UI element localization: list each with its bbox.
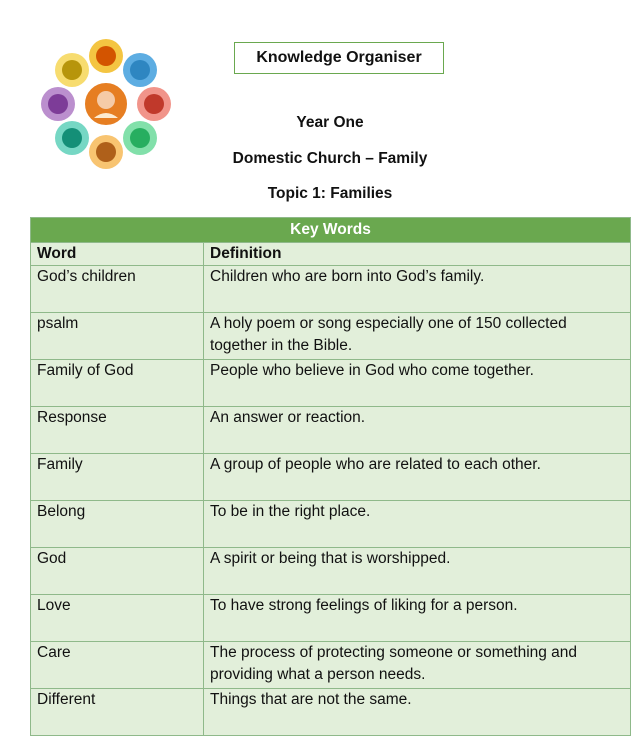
- word-cell: Love: [31, 595, 204, 642]
- definition-cell: To have strong feelings of liking for a person.: [204, 595, 631, 642]
- table-row: [31, 689, 631, 736]
- table-header-row: [31, 243, 631, 266]
- table-row: [31, 266, 631, 313]
- definition-cell: A holy poem or song especially one of 150 collected together in the Bible.: [204, 313, 631, 360]
- word-cell: God: [31, 548, 204, 595]
- topic-heading: Topic 1: Families: [267, 185, 393, 202]
- table-row: [31, 360, 631, 407]
- word-column-header: Word: [31, 243, 204, 266]
- word-cell: Family: [31, 454, 204, 501]
- definition-cell: The process of protecting someone or something and providing what a person needs.: [204, 642, 631, 689]
- definition-cell: People who believe in God who come together.: [204, 360, 631, 407]
- definition-column-header: Definition: [204, 243, 631, 266]
- table-row: [31, 454, 631, 501]
- definition-cell: An answer or reaction.: [204, 407, 631, 454]
- definition-cell: To be in the right place.: [204, 501, 631, 548]
- knowledge-organiser-title: Knowledge Organiser: [234, 42, 444, 74]
- table-title-row: [31, 218, 631, 243]
- table-row: [31, 407, 631, 454]
- year-heading: Year One: [296, 114, 364, 131]
- word-cell: God’s children: [31, 266, 204, 313]
- table-row: [31, 501, 631, 548]
- flower-logo-icon: [40, 38, 172, 170]
- word-cell: Response: [31, 407, 204, 454]
- key-words-table: [30, 217, 631, 736]
- table-row: [31, 548, 631, 595]
- definition-cell: Children who are born into God’s family.: [204, 266, 631, 313]
- definition-cell: A spirit or being that is worshipped.: [204, 548, 631, 595]
- word-cell: Belong: [31, 501, 204, 548]
- word-cell: Different: [31, 689, 204, 736]
- definition-cell: Things that are not the same.: [204, 689, 631, 736]
- unit-heading: Domestic Church – Family: [232, 150, 428, 167]
- word-cell: Care: [31, 642, 204, 689]
- word-cell: Family of God: [31, 360, 204, 407]
- word-cell: psalm: [31, 313, 204, 360]
- key-words-title: Key Words: [31, 218, 631, 243]
- definition-cell: A group of people who are related to each other.: [204, 454, 631, 501]
- table-row: [31, 595, 631, 642]
- table-row: [31, 313, 631, 360]
- table-row: [31, 642, 631, 689]
